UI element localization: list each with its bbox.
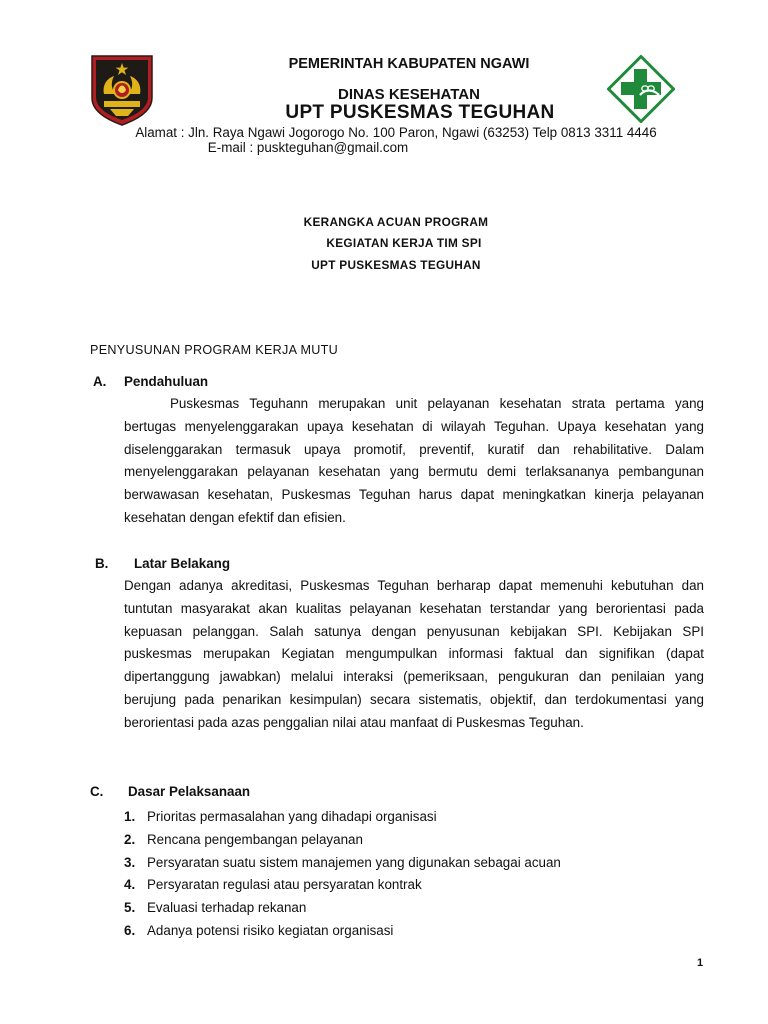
section-b-heading: Latar Belakang xyxy=(134,556,231,571)
section-a-letter: A. xyxy=(93,374,107,389)
list-item-text: Evaluasi terhadap rekanan xyxy=(147,900,307,916)
document-title-line-3: UPT PUSKESMAS TEGUHAN xyxy=(311,258,481,272)
section-c-heading: Dasar Pelaksanaan xyxy=(128,784,251,799)
list-item-text: Persyaratan suatu sistem manajemen yang digunakan sebagai acuan xyxy=(147,854,561,870)
intro-heading: PENYUSUNAN PROGRAM KERJA MUTU xyxy=(90,343,339,357)
document-title-line-1: KERANGKA ACUAN PROGRAM xyxy=(303,215,489,229)
section-c-letter: C. xyxy=(90,784,104,799)
list-item-number: 1. xyxy=(124,809,136,824)
list-item-text: Persyaratan regulasi atau persyaratan kontrak xyxy=(147,877,422,893)
email-line: E-mail : puskteguhan@gmail.com xyxy=(207,140,409,155)
list-item-number: 2. xyxy=(124,831,136,847)
section-a-heading: Pendahuluan xyxy=(124,374,209,389)
list-item-text: Rencana pengembangan pelayanan xyxy=(147,831,363,847)
list-item-number: 4. xyxy=(124,877,136,893)
list-item-number: 6. xyxy=(124,922,136,938)
unit-name: UPT PUSKESMAS TEGUHAN xyxy=(285,102,555,123)
list-item-text: Adanya potensi risiko kegiatan organisasi xyxy=(147,922,394,938)
document-title-line-2: KEGIATAN KERJA TIM SPI xyxy=(326,236,482,250)
list-item-number: 5. xyxy=(124,900,136,916)
address-line: Alamat : Jln. Raya Ngawi Jogorogo No. 100 Paron, Ngawi (63253) Telp 0813 3311 4446 xyxy=(135,125,657,140)
section-a-body: Puskesmas Teguhann merupakan unit pelayanan kesehatan strata pertama yang bertugas menyelenggarakan upaya kesehatan di wilayah Teguhan. Upaya kesehatan yang diselenggarakan termasuk upaya promotif, preventif, kuratif dan rehabilitative. Dalam menyelenggarakan pelayanan kesehatan yang bermutu demi terlaksananya pembangunan berwawasan kesehatan, Puskesmas Teguhan harus dapat meningkatkan kinerja pelayanan kesehatan dengan efektif dan efisien. xyxy=(124,396,704,525)
government-name: PEMERINTAH KABUPATEN NGAWI xyxy=(288,56,530,72)
list-item-number: 3. xyxy=(124,854,136,870)
section-b-body: Dengan adanya akreditasi, Puskesmas Teguhan berharap dapat memenuhi kebutuhan dan tuntutan masyarakat akan kualitas pelayanan kesehatan terstandar yang berorientasi pada kepuasan pelanggan. Salah satunya dengan penyusunan kebijakan SPI. Kebijakan SPI puskesmas merupakan Kegiatan mengumpulkan informasi faktual dan signifikan (dapat dipertanggung jawabkan) melalui interaksi (pemeriksaan, pengukuran dan penilaian yang berujung pada penarikan kesimpulan) secara sistematis, objektif, dan terdokumentasi yang berorientasi pada azas penggalian nilai atau manfaat di Puskesmas Teguhan. xyxy=(124,578,704,730)
section-b-letter: B. xyxy=(95,556,109,571)
page-number: 1 xyxy=(697,957,704,969)
department-name: DINAS KESEHATAN xyxy=(338,86,480,103)
list-item-text: Prioritas permasalahan yang dihadapi organisasi xyxy=(147,809,437,824)
